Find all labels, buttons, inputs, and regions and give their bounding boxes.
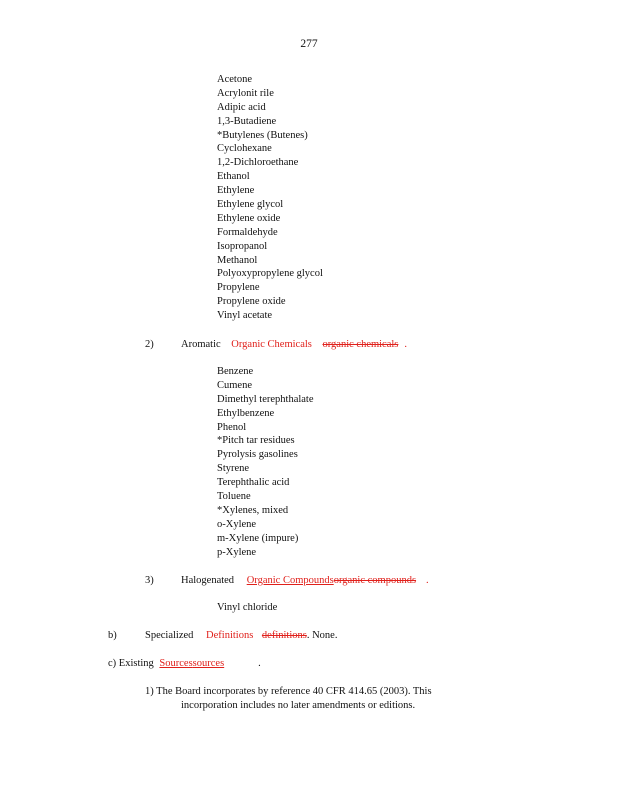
list-item: Polyoxypropylene glycol	[217, 268, 323, 280]
section-b-deleted-text: definitions	[261, 630, 307, 641]
item-3-deleted-text: organic compounds	[333, 575, 417, 586]
list-item: p-Xylene	[217, 546, 257, 558]
item-2-deleted-text: organic chemicals	[322, 339, 399, 350]
list-item: Vinyl acetate	[217, 310, 273, 322]
item-3-heading	[181, 574, 429, 587]
section-c1-line1: 1) The Board incorporates by reference 40 CFR 414.65 (2003). This	[145, 686, 432, 697]
item-3-inserted-text: Organic Compounds	[246, 575, 334, 586]
section-c1-line2: incorporation includes no later amendments or editions.	[181, 700, 416, 711]
list-item: Adipic acid	[217, 101, 266, 113]
page-number: 277	[300, 38, 318, 50]
list-item: Toluene	[217, 491, 251, 503]
aromatic-chemicals-list	[217, 365, 314, 559]
list-item: 1,3-Butadiene	[217, 115, 277, 127]
section-b-heading	[145, 629, 337, 642]
section-c-period: .	[258, 658, 261, 669]
section-b-number: b)	[108, 630, 117, 641]
item-2-heading	[181, 338, 407, 351]
list-item: Ethanol	[217, 171, 250, 183]
list-item: Cumene	[217, 379, 252, 391]
item-3-label: Halogenated	[181, 575, 235, 586]
list-item: *Xylenes, mixed	[217, 504, 289, 516]
list-item: Dimethyl terephthalate	[217, 393, 314, 405]
list-item: Benzene	[217, 366, 254, 377]
list-item: Propylene oxide	[217, 296, 286, 308]
item-3-number: 3)	[145, 575, 154, 586]
item-2-inserted-text: Organic Chemicals	[231, 339, 312, 350]
list-item: Isopropanol	[217, 240, 268, 252]
list-item: *Pitch tar residues	[217, 435, 295, 447]
list-item: Ethylene oxide	[217, 212, 281, 224]
list-item: Ethylene glycol	[217, 199, 284, 211]
item-2-label: Aromatic	[181, 339, 221, 350]
list-item: Ethylbenzene	[217, 407, 275, 419]
list-item: Acetone	[217, 74, 252, 85]
section-c-label: c) Existing	[108, 658, 154, 669]
section-b-tail: . None.	[306, 630, 338, 641]
list-item: o-Xylene	[217, 518, 257, 530]
section-c-inserted-text: Sources	[159, 658, 193, 669]
item-2-period: .	[404, 339, 408, 350]
section-b-label: Specialized	[145, 630, 194, 641]
section-c-deleted-text: sources	[192, 658, 225, 669]
list-item: Methanol	[217, 254, 258, 266]
list-item: 1,2-Dichloroethane	[217, 157, 299, 169]
list-item: Phenol	[217, 421, 247, 433]
aliphatic-chemicals-list	[217, 73, 323, 323]
list-item: Acrylonit rile	[217, 87, 274, 99]
section-c-heading	[108, 657, 261, 670]
list-item: *Butylenes (Butenes)	[217, 129, 308, 141]
section-b-inserted-text: Definitions	[206, 630, 254, 641]
list-item: Formaldehyde	[217, 226, 278, 238]
item-3-period: .	[426, 575, 429, 586]
list-item: Vinyl chloride	[217, 602, 278, 613]
list-item: Pyrolysis gasolines	[217, 449, 298, 461]
list-item: Cyclohexane	[217, 143, 272, 155]
list-item: Ethylene	[217, 185, 255, 197]
item-2-number: 2)	[145, 339, 154, 350]
list-item: m-Xylene (impure)	[217, 532, 299, 544]
list-item: Propylene	[217, 282, 260, 294]
list-item: Terephthalic acid	[217, 477, 290, 489]
halogenated-compounds-list	[217, 601, 277, 615]
list-item: Styrene	[217, 463, 250, 475]
